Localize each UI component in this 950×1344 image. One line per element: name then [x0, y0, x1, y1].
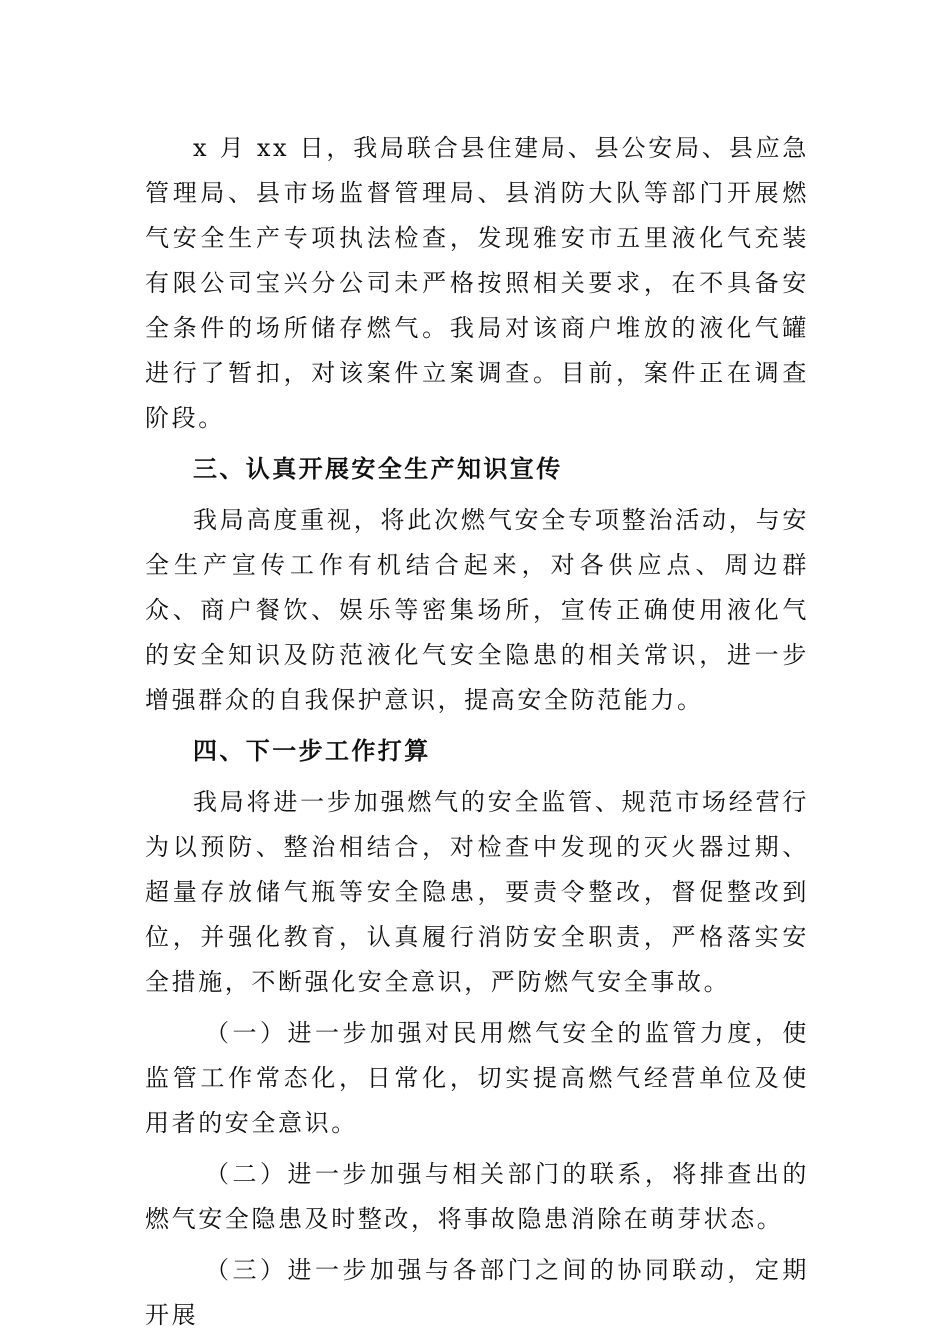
heading-section-4: 四、下一步工作打算 [193, 737, 431, 765]
paragraph-next-steps: 我局将进一步加强燃气的安全监管、规范市场经营行为以预防、整治相结合，对检查中发现的灭火器过期、超量存放储气瓶等安全隐患，要责令整改，督促整改到位，并强化教育，认真履行消防安全职责，严格落实安全措施，不断强化安全意识，严防燃气安全事故。 [145, 788, 809, 996]
document-body [145, 126, 809, 1338]
paragraph-inspection: x 月 xx 日，我局联合县住建局、县公安局、县应急管理局、县市场监督管理局、县消防大队等部门开展燃气安全生产专项执法检查，发现雅安市五里液化气充装有限公司宝兴分公司未严格按照相关要求，在不具备安全条件的场所储存燃气。我局对该商户堆放的液化气罐进行了暂扣，对该案件立案调查。目前，案件正在调查阶段。 [145, 134, 809, 432]
heading-section-3: 三、认真开展安全生产知识宣传 [193, 455, 563, 483]
paragraph-item-3: （三）进一步加强与各部门之间的协同联动，定期开展 [145, 1256, 809, 1329]
paragraph-item-2: （二）进一步加强与相关部门的联系，将排查出的燃气安全隐患及时整改，将事故隐患消除在萌芽状态。 [145, 1160, 809, 1233]
paragraph-publicity: 我局高度重视，将此次燃气安全专项整治活动，与安全生产宣传工作有机结合起来，对各供应点、周边群众、商户餐饮、娱乐等密集场所，宣传正确使用液化气的安全知识及防范液化气安全隐患的相关常识，进一步增强群众的自我保护意识，提高安全防范能力。 [145, 506, 809, 714]
paragraph-item-1: （一）进一步加强对民用燃气安全的监管力度，使监管工作常态化，日常化，切实提高燃气经营单位及使用者的安全意识。 [145, 1019, 809, 1137]
